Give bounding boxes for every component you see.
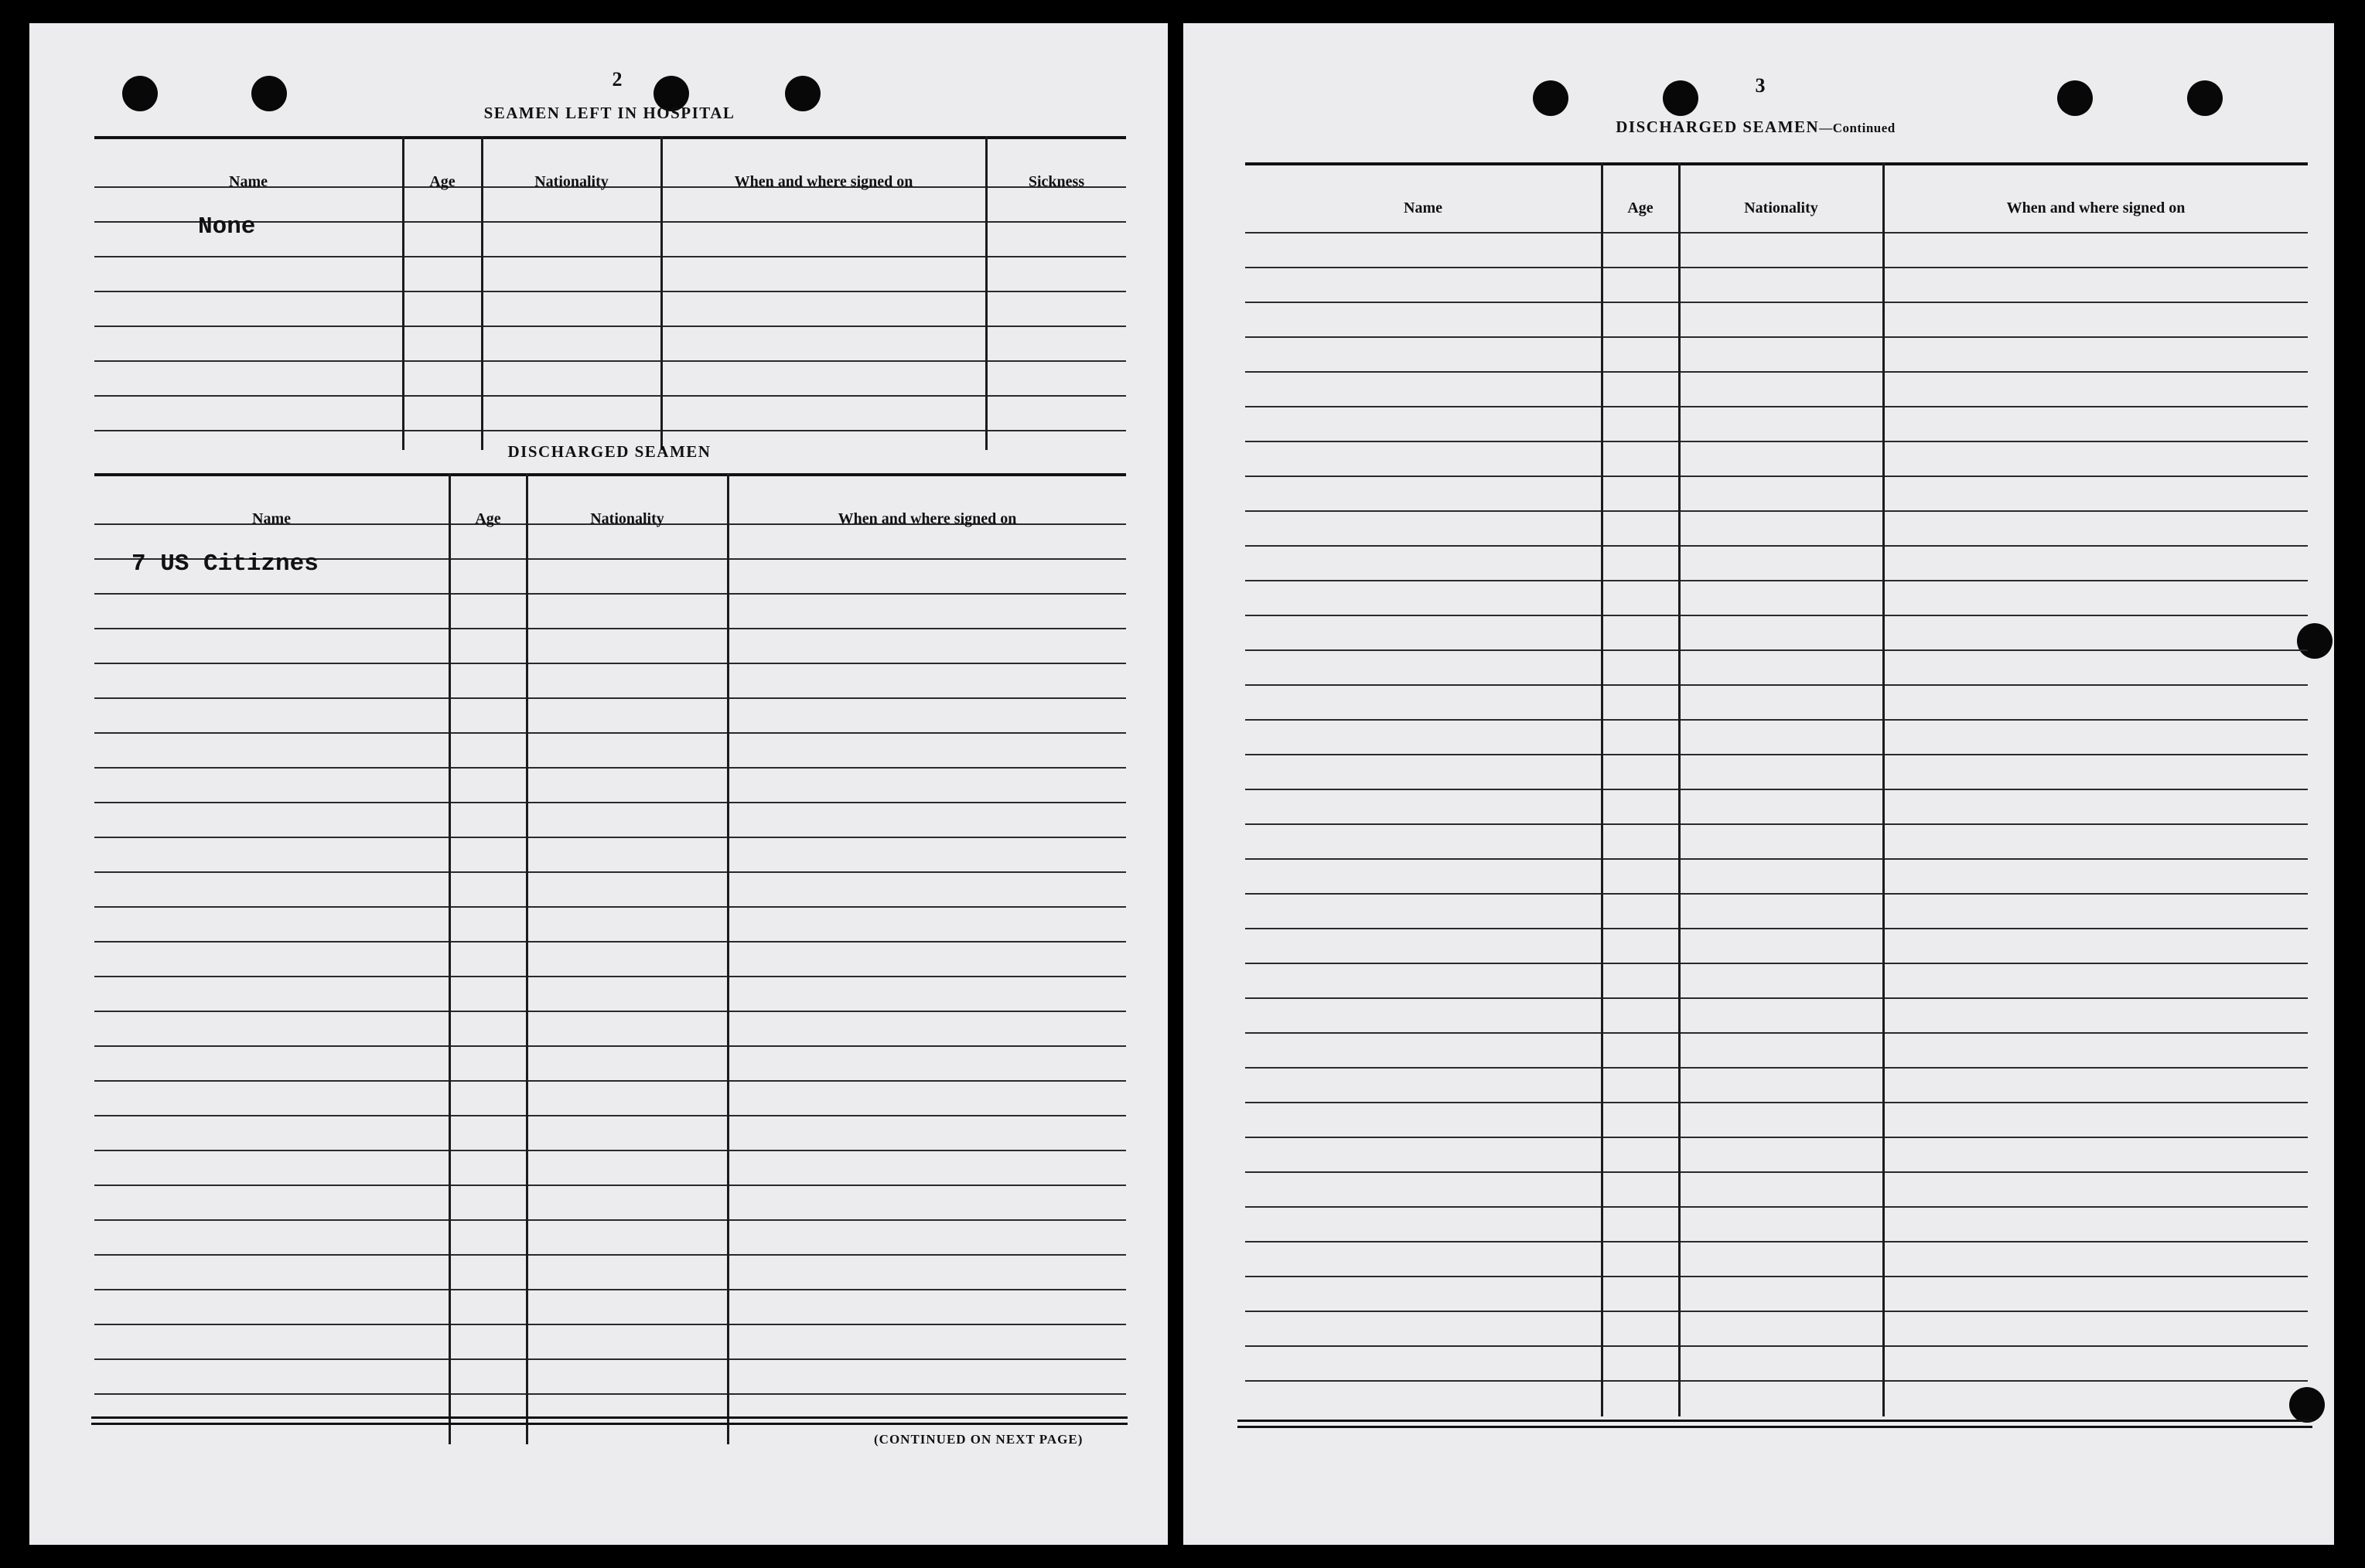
punch-hole [122, 76, 158, 111]
col-header-signed-on: When and where signed on [2006, 199, 2186, 216]
punch-hole [1663, 80, 1698, 116]
col-header-name: Name [229, 173, 268, 190]
hospital-table [94, 136, 1126, 450]
punch-hole [251, 76, 287, 111]
section-title-discharged: DISCHARGED SEAMEN [507, 442, 712, 461]
discharged-table [94, 473, 1126, 1444]
bottom-rule [1237, 1426, 2312, 1428]
punch-hole [2057, 80, 2093, 116]
col-header-nationality: Nationality [590, 510, 664, 527]
right-page [1183, 23, 2334, 1545]
col-header-signed-on: When and where signed on [838, 510, 1017, 527]
bottom-rule [91, 1416, 1128, 1419]
col-header-age: Age [475, 510, 501, 527]
left-page [29, 23, 1168, 1545]
col-header-signed-on: When and where signed on [734, 173, 913, 190]
section-title-discharged-continued [1524, 118, 1988, 137]
page-number: 2 [612, 68, 623, 90]
section-title-main: DISCHARGED SEAMEN [1616, 118, 1820, 136]
col-header-sickness: Sickness [1028, 173, 1085, 190]
col-header-name: Name [1404, 199, 1442, 216]
bottom-rule [1237, 1420, 2312, 1422]
bottom-rule [91, 1423, 1128, 1425]
col-header-nationality: Nationality [534, 173, 609, 190]
col-header-nationality: Nationality [1744, 199, 1818, 216]
section-title-continued: —Continued [1819, 121, 1896, 135]
punch-hole [2187, 80, 2223, 116]
punch-hole [1533, 80, 1568, 116]
section-title-hospital: SEAMEN LEFT IN HOSPITAL [483, 104, 735, 122]
page-number: 3 [1755, 74, 1766, 97]
hospital-entry: None [198, 213, 256, 240]
col-header-age: Age [1627, 199, 1653, 216]
footer-continued: (CONTINUED ON NEXT PAGE) [874, 1432, 1084, 1447]
col-header-age: Age [429, 173, 456, 190]
col-header-name: Name [252, 510, 291, 527]
discharged-continued-table [1245, 162, 2308, 1435]
discharged-entry: 7 US Citiznes [131, 551, 319, 578]
